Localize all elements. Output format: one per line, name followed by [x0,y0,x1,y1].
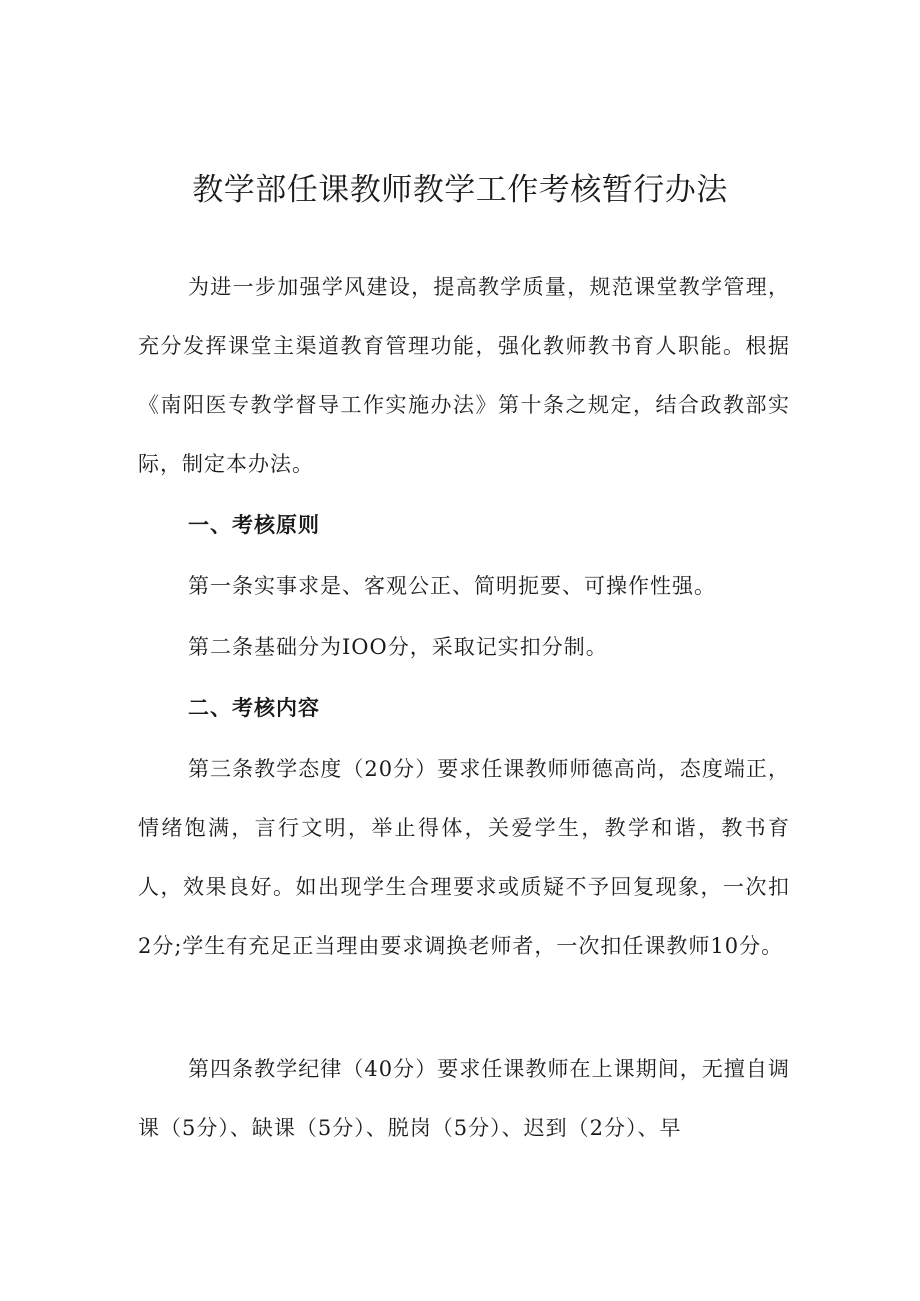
section-heading-principles: 一、考核原则 [188,513,320,537]
document-title: 教学部任课教师教学工作考核暂行办法 [192,172,728,208]
article-4: 第四条教学纪律（40分）要求任课教师在上课期间，无擅自调课（5分）、缺课（5分）、脱岗（5分）、迟到（2分）、早 [138,1057,790,1140]
section-heading-content: 二、考核内容 [188,696,320,720]
intro-paragraph: 为进一步加强学风建设，提高教学质量，规范课堂教学管理，充分发挥课堂主渠道教育管理功能，强化教师教书育人职能。根据《南阳医专教学督导工作实施办法》第十条之规定，结合政教部实际，制定本办法。 [138,275,790,476]
article-2: 第二条基础分为IOO分，采取记实扣分制。 [188,635,608,659]
article-3: 第三条教学态度（20分）要求任课教师师德高尚，态度端正，情绪饱满，言行文明，举止得体，关爱学生，教学和谐，教书育人，效果良好。如出现学生合理要求或质疑不予回复现象，一次扣2分;学生有充足正当理由要求调换老师者，一次扣任课教师10分。 [138,757,790,958]
article-1: 第一条实事求是、客观公正、简明扼要、可操作性强。 [188,574,716,598]
